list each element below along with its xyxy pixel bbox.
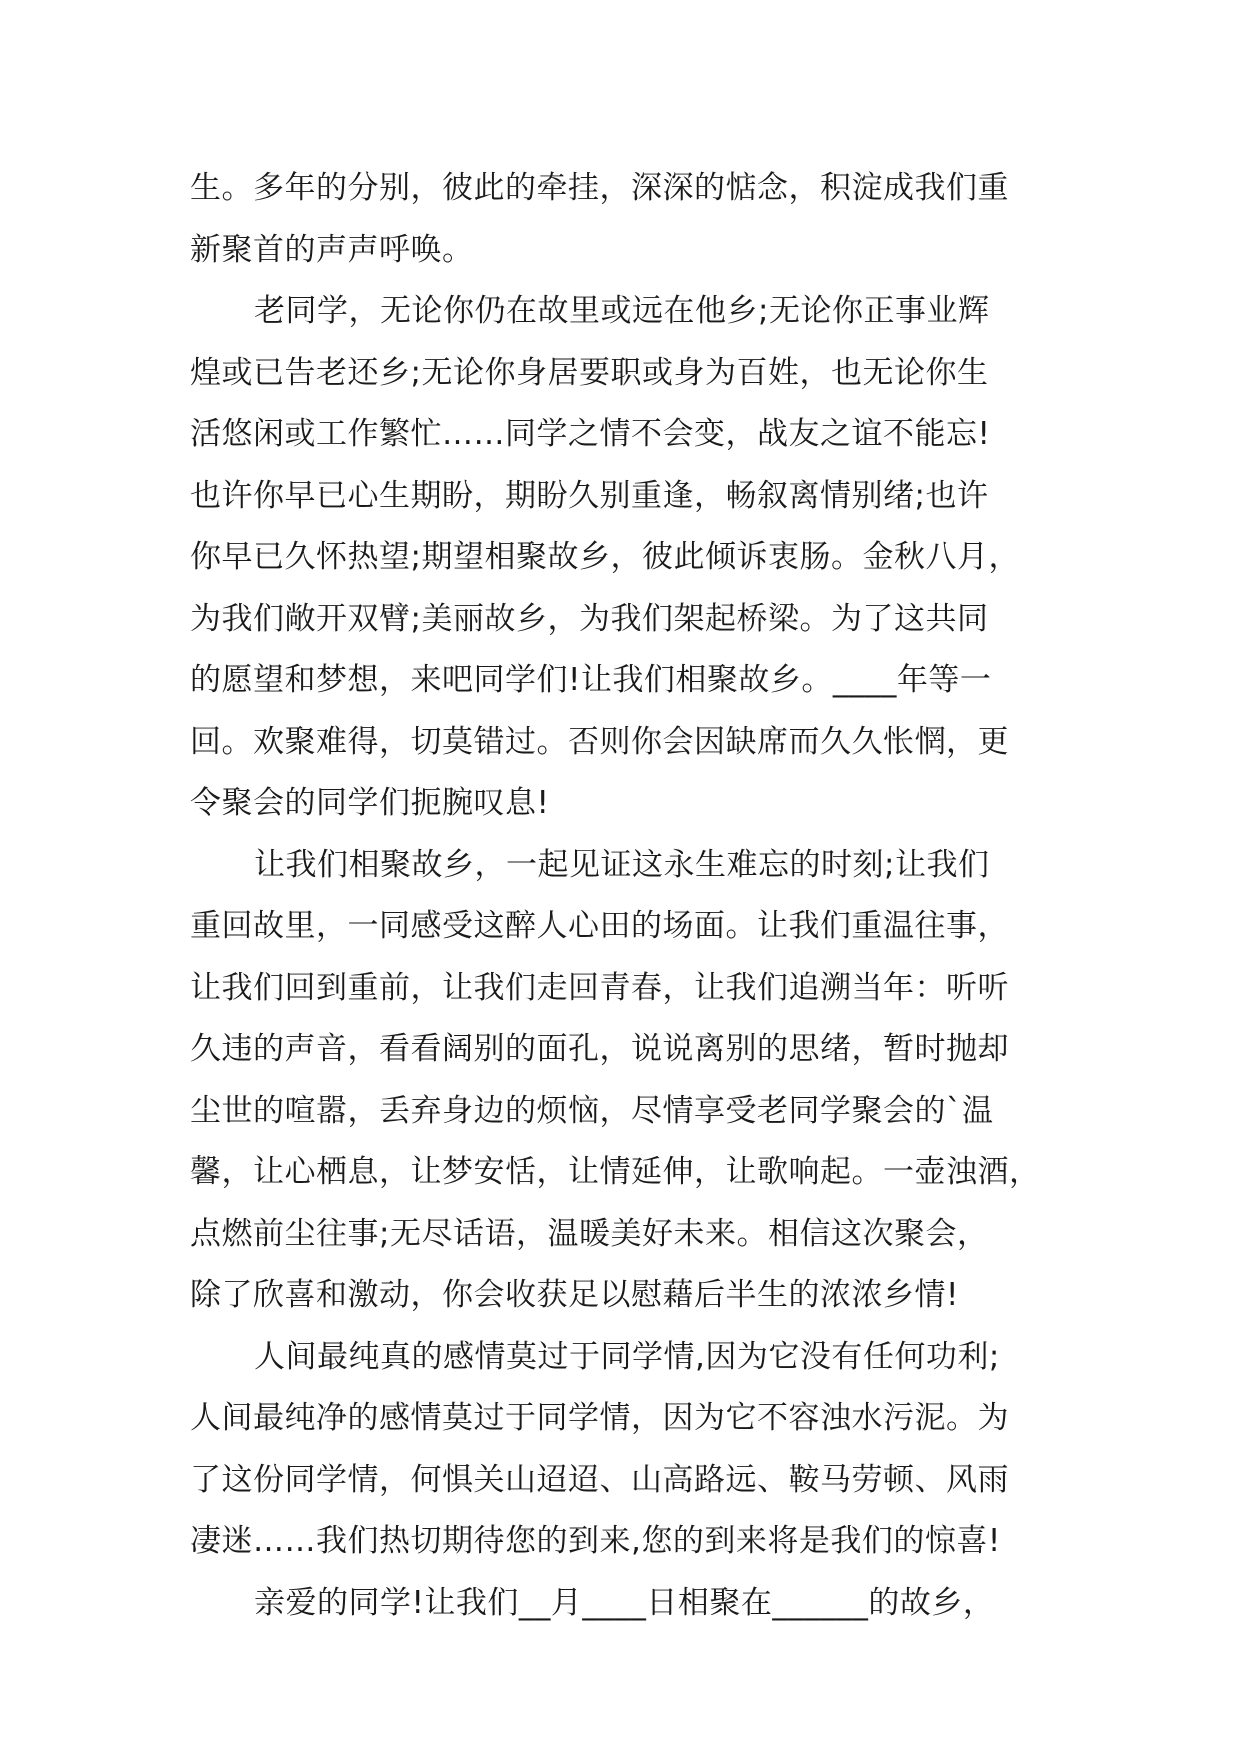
text-line: 的愿望和梦想，来吧同学们!让我们相聚故乡。____年等一 <box>190 662 992 698</box>
body-text <box>190 158 1070 1634</box>
text-line: 尘世的喧嚣，丢弃身边的烦恼，尽情享受老同学聚会的`温 <box>190 1092 994 1129</box>
text-line: 回。欢聚难得，切莫错过。否则你会因缺席而久久怅惘，更 <box>190 723 1009 760</box>
text-line: 凄迷……我们热切期待您的到来,您的到来将是我们的惊喜! <box>190 1523 1001 1559</box>
paragraph-start-line: 老同学，无论你仍在故里或远在他乡;无论你正事业辉 <box>254 293 990 329</box>
text-line: 令聚会的同学们扼腕叹息! <box>190 785 550 821</box>
text-line: 久违的声音，看看阔别的面孔，说说离别的思绪，暂时抛却 <box>190 1031 1009 1067</box>
text-line: 人间最纯净的感情莫过于同学情，因为它不容浊水污泥。为 <box>190 1400 1009 1436</box>
paragraph-start-line: 让我们相聚故乡，一起见证这永生难忘的时刻;让我们 <box>254 846 990 883</box>
text-line: 馨，让心栖息，让梦安恬，让情延伸，让歌响起。一壶浊酒， <box>190 1154 1041 1190</box>
text-line: 让我们回到重前，让我们走回青春，让我们追溯当年：听听 <box>190 969 1009 1006</box>
paragraph-start-line: 人间最纯真的感情莫过于同学情,因为它没有任何功利; <box>254 1338 1000 1375</box>
text-line: 活悠闲或工作繁忙……同学之情不会变，战友之谊不能忘! <box>190 416 991 452</box>
text-line: 点燃前尘往事;无尽话语，温暖美好未来。相信这次聚会， <box>190 1215 989 1252</box>
text-line: 也许你早已心生期盼，期盼久别重逢，畅叙离情别绪;也许 <box>190 477 989 514</box>
text-line: 煌或已告老还乡;无论你身居要职或身为百姓，也无论你生 <box>190 354 989 391</box>
text-line: 生。多年的分别，彼此的牵挂，深深的惦念，积淀成我们重 <box>190 170 1009 206</box>
text-line: 你早已久怀热望;期望相聚故乡，彼此倾诉衷肠。金秋八月， <box>190 539 1020 575</box>
text-line: 了这份同学情，何惧关山迢迢、山高路远、鞍马劳顿、风雨 <box>190 1461 1009 1498</box>
text-line: 除了欣喜和激动，你会收获足以慰藉后半生的浓浓乡情! <box>190 1277 959 1313</box>
paragraph-start-line: 亲爱的同学!让我们__月____日相聚在______的故乡， <box>254 1584 995 1621</box>
text-line: 为我们敞开双臂;美丽故乡，为我们架起桥梁。为了这共同 <box>190 600 989 637</box>
text-line: 新聚首的声声呼唤。 <box>190 231 474 268</box>
text-line: 重回故里，一同感受这醉人心田的场面。让我们重温往事， <box>190 908 1009 944</box>
